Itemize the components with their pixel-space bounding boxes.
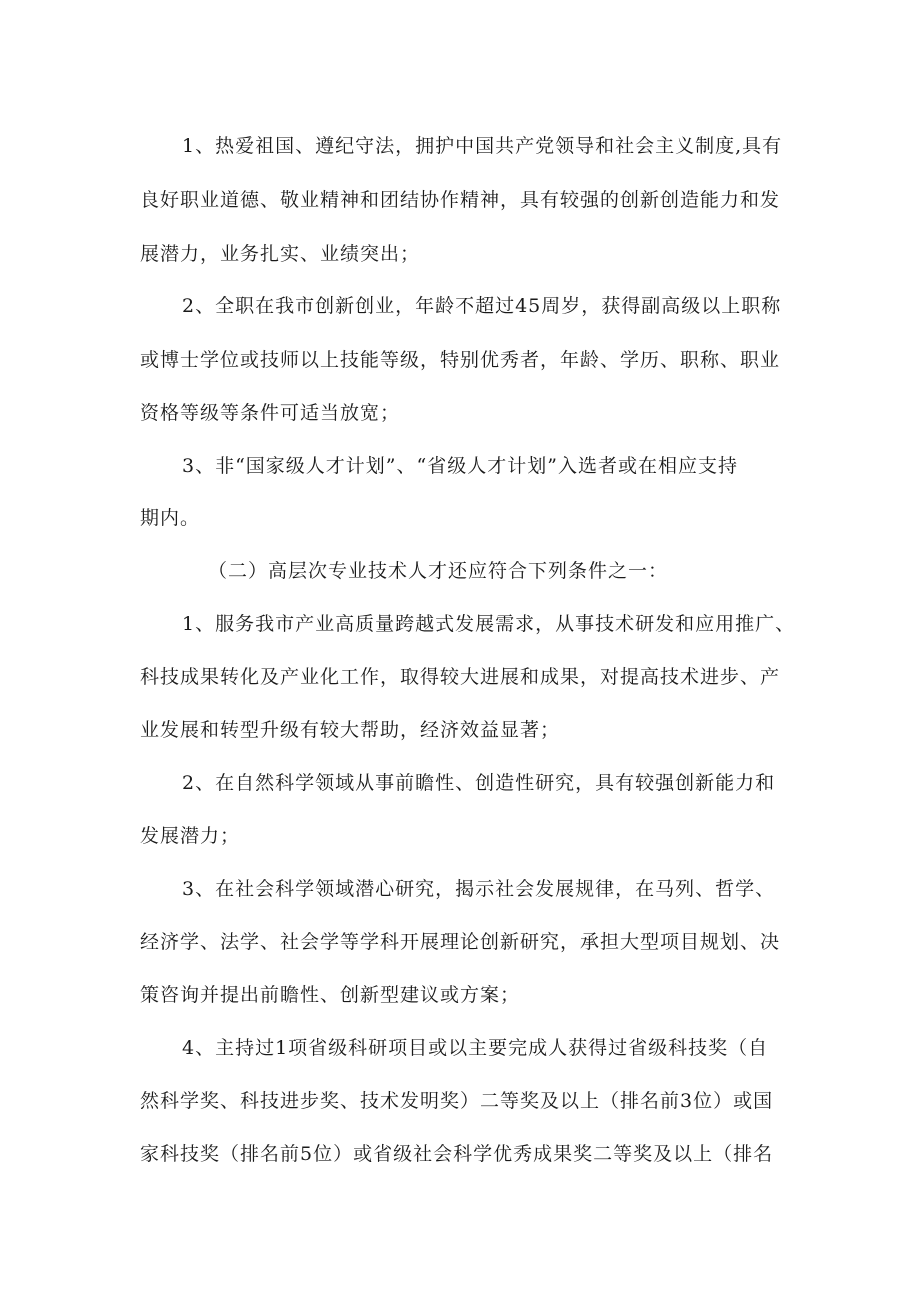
paragraph-line: 2、全职在我市创新创业，年龄不超过45周岁，获得副高级以上职称 [182, 295, 782, 317]
paragraph-line: 策咨询并提出前瞻性、创新型建议或方案； [140, 984, 521, 1006]
paragraph-line: 业发展和转型升级有较大帮助，经济效益显著； [140, 719, 561, 741]
section-heading: （二）高层次专业技术人才还应符合下列条件之一： [208, 560, 669, 582]
paragraph-line: 科技成果转化及产业化工作，取得较大进展和成果，对提高技术进步、产 [140, 666, 781, 688]
paragraph-line: 2、在自然科学领域从事前瞻性、创造性研究，具有较强创新能力和 [182, 772, 776, 794]
paragraph-line: 家科技奖（排名前5位）或省级社会科学优秀成果奖二等奖及以上（排名 [140, 1143, 774, 1165]
paragraph-line: 或博士学位或技师以上技能等级，特别优秀者，年龄、学历、职称、职业 [140, 349, 781, 371]
paragraph-line: 资格等级等条件可适当放宽； [140, 402, 401, 424]
paragraph-line: 然科学奖、科技进步奖、技术发明奖）二等奖及以上（排名前3位）或国 [140, 1090, 774, 1112]
paragraph-line: 期内。 [140, 507, 201, 529]
paragraph-line: 3、在社会科学领域潜心研究，揭示社会发展规律，在马列、哲学、 [182, 878, 776, 900]
paragraph-line: 3、非“国家级人才计划”、“省级人才计划”入选者或在相应支持 [182, 455, 738, 477]
paragraph-line: 发展潜力； [140, 825, 241, 847]
paragraph-line: 良好职业道德、敬业精神和团结协作精神，具有较强的创新创造能力和发 [140, 189, 781, 211]
paragraph-line: 1、服务我市产业高质量跨越式发展需求，从事技术研发和应用推广、 [182, 613, 796, 635]
paragraph-line: 展潜力，业务扎实、业绩突出； [140, 243, 421, 265]
paragraph-line: 4、主持过1项省级科研项目或以主要完成人获得过省级科技奖（自 [182, 1037, 769, 1059]
paragraph-line: 1、热爱祖国、遵纪守法，拥护中国共产党领导和社会主义制度,具有 [182, 135, 783, 157]
paragraph-line: 经济学、法学、社会学等学科开展理论创新研究，承担大型项目规划、决 [140, 931, 781, 953]
